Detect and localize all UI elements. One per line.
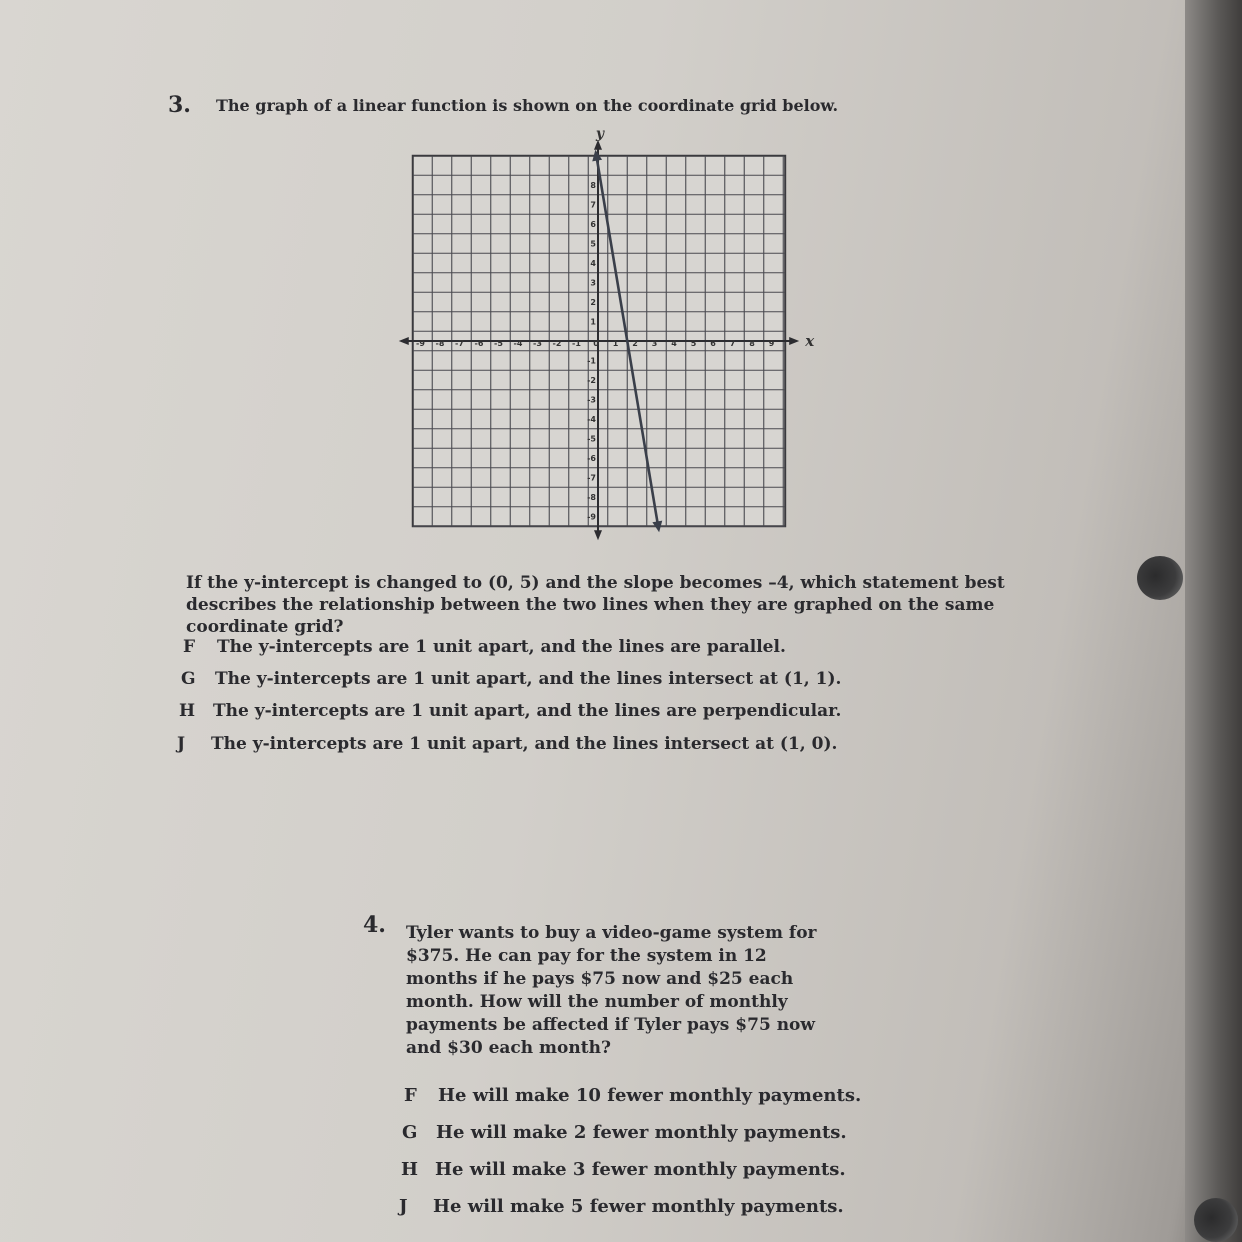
- x-axis-arrow-left: [399, 337, 409, 345]
- option-text: He will make 10 fewer monthly payments.: [438, 1085, 862, 1106]
- x-tick-label: 5: [690, 339, 697, 348]
- question-3-option-f[interactable]: [183, 637, 786, 657]
- x-tick-label: 1: [612, 339, 619, 348]
- question-4-number: 4.: [363, 912, 386, 938]
- question-3-option-j[interactable]: [177, 734, 837, 754]
- option-text: He will make 2 fewer monthly payments.: [436, 1122, 847, 1143]
- y-tick-label: -6: [587, 454, 596, 463]
- y-tick-label: -8: [587, 493, 596, 502]
- y-tick-label: 6: [590, 220, 596, 229]
- question-4-stem: Tyler wants to buy a video-game system for $375. He can pay for the system in 12 months if he pays $75 now and $25 each month. How will the number of monthly payments be affected if Tyler pays $75 now and $30 each month?: [406, 923, 817, 1058]
- option-letter: H: [401, 1159, 419, 1180]
- x-tick-label: -2: [552, 339, 562, 348]
- binder-hole-top: [1137, 556, 1183, 600]
- y-tick-label: -3: [587, 395, 596, 405]
- option-text: The y-intercepts are 1 unit apart, and the lines are parallel.: [217, 637, 786, 657]
- y-tick-label: 5: [590, 239, 596, 249]
- y-tick-label: 2: [590, 298, 596, 307]
- option-letter: F: [404, 1085, 417, 1106]
- x-axis-arrow-right: [789, 337, 799, 345]
- option-text: He will make 3 fewer monthly payments.: [435, 1159, 846, 1180]
- question-3-stem: The graph of a linear function is shown on the coordinate grid below.: [216, 96, 839, 115]
- option-letter: F: [183, 637, 196, 657]
- option-letter: G: [402, 1122, 418, 1143]
- x-tick-label: -3: [533, 339, 542, 348]
- binder-hole-bottom: [1194, 1198, 1238, 1242]
- x-tick-label: 3: [651, 339, 658, 348]
- y-axis-label: y: [595, 125, 605, 142]
- y-tick-label: -7: [587, 473, 596, 483]
- option-letter: H: [179, 701, 196, 721]
- coordinate-grid: [400, 125, 815, 535]
- option-letter: G: [181, 669, 196, 689]
- x-tick-label: -5: [494, 339, 503, 348]
- x-tick-label: -7: [455, 339, 464, 348]
- option-text: The y-intercepts are 1 unit apart, and the lines are perpendicular.: [213, 701, 842, 721]
- x-tick-label: -6: [474, 339, 484, 348]
- x-tick-label: 0: [593, 339, 599, 348]
- option-text: He will make 5 fewer monthly payments.: [433, 1196, 844, 1217]
- y-axis-arrow-down: [594, 530, 602, 540]
- question-3-option-g[interactable]: [181, 669, 841, 689]
- question-4-option-h[interactable]: [401, 1159, 846, 1180]
- question-4-option-j[interactable]: [399, 1196, 844, 1217]
- x-tick-label: -8: [435, 339, 445, 348]
- option-text: The y-intercepts are 1 unit apart, and the lines intersect at (1, 0).: [211, 734, 838, 754]
- y-tick-label: 7: [590, 200, 596, 210]
- y-tick-label: 4: [590, 259, 596, 268]
- y-tick-label: -1: [587, 356, 596, 366]
- x-tick-label: 8: [749, 339, 755, 348]
- x-tick-label: -1: [572, 339, 581, 348]
- y-tick-label: -9: [587, 512, 596, 522]
- question-3-number: 3.: [168, 92, 191, 118]
- x-tick-label: -9: [416, 339, 425, 348]
- y-tick-label: -4: [587, 415, 596, 424]
- question-3-prompt: If the y-intercept is changed to (0, 5) and the slope becomes –4, which statement best describes the relationship between the two lines when they are graphed on the same coordinate grid?: [186, 573, 1005, 637]
- question-3-option-h[interactable]: [179, 701, 841, 721]
- x-tick-label: 7: [729, 339, 736, 348]
- y-tick-label: 3: [590, 278, 596, 288]
- option-letter: J: [177, 734, 186, 754]
- paper-edge-shadow: [1185, 0, 1242, 1242]
- x-tick-label: 6: [710, 339, 716, 348]
- x-tick-label: 4: [671, 339, 677, 348]
- option-text: The y-intercepts are 1 unit apart, and the lines intersect at (1, 1).: [215, 669, 842, 689]
- y-tick-label: -5: [587, 434, 596, 444]
- y-tick-label: 1: [590, 317, 596, 327]
- x-tick-label: -4: [513, 339, 523, 348]
- question-4-option-f[interactable]: [404, 1085, 861, 1106]
- question-4-option-g[interactable]: [402, 1122, 847, 1143]
- x-axis-label: x: [805, 332, 815, 350]
- x-tick-label: 2: [632, 339, 638, 348]
- y-tick-label: 8: [590, 181, 596, 190]
- option-letter: J: [399, 1196, 408, 1217]
- x-tick-label: 9: [768, 339, 775, 348]
- y-tick-label: -2: [587, 376, 596, 385]
